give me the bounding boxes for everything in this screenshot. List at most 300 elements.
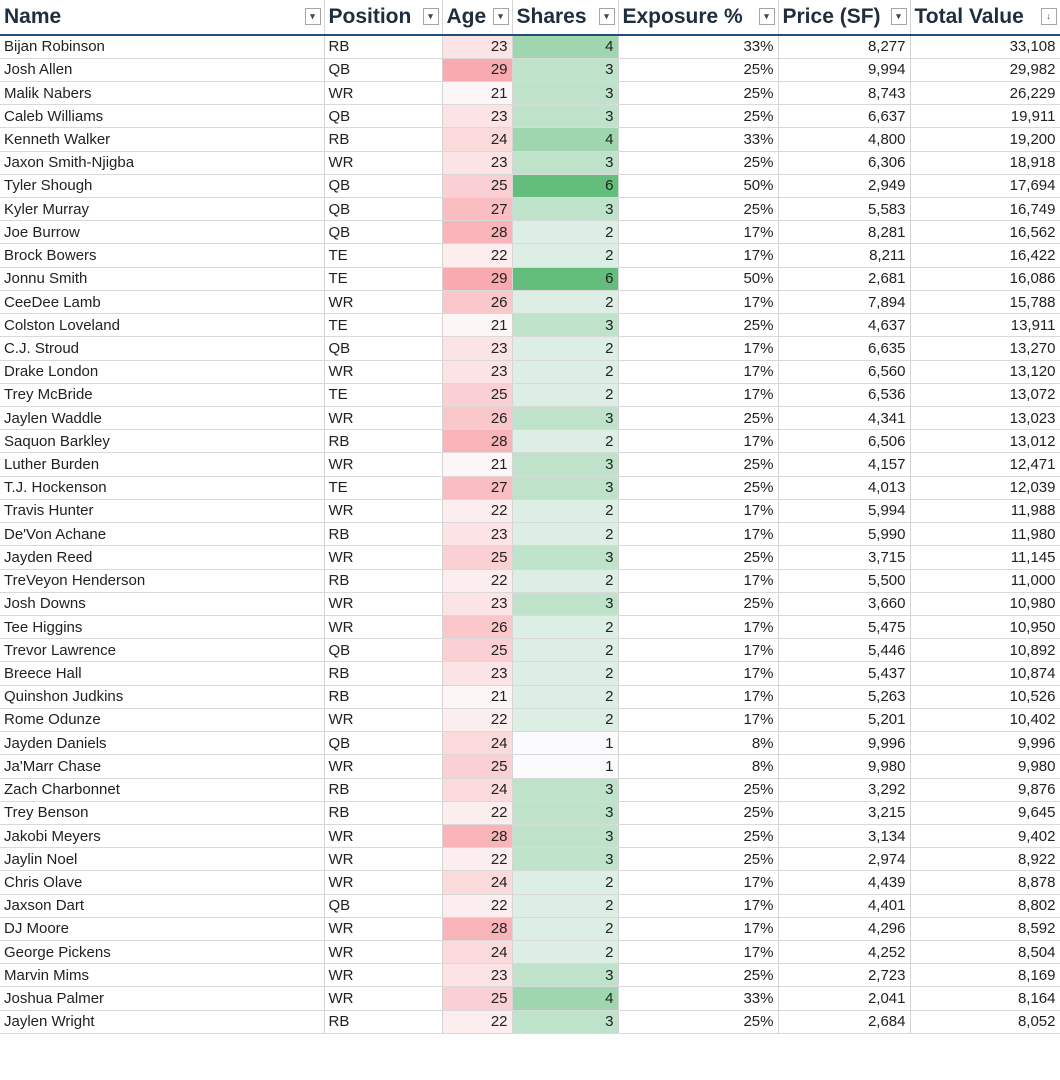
cell-exposure[interactable]: 17% [618, 290, 778, 313]
cell-price[interactable]: 5,500 [778, 569, 910, 592]
cell-age[interactable]: 25 [442, 755, 512, 778]
cell-shares[interactable]: 3 [512, 801, 618, 824]
cell-position[interactable]: QB [324, 639, 442, 662]
cell-price[interactable]: 9,996 [778, 732, 910, 755]
cell-position[interactable]: WR [324, 964, 442, 987]
filter-dropdown-icon[interactable]: ▾ [759, 8, 775, 25]
cell-total-value[interactable]: 19,200 [910, 128, 1060, 151]
cell-exposure[interactable]: 25% [618, 1010, 778, 1033]
cell-shares[interactable]: 6 [512, 267, 618, 290]
cell-shares[interactable]: 3 [512, 314, 618, 337]
cell-exposure[interactable]: 25% [618, 778, 778, 801]
cell-position[interactable]: RB [324, 1010, 442, 1033]
cell-age[interactable]: 22 [442, 894, 512, 917]
table-row[interactable] [0, 314, 1060, 337]
cell-position[interactable]: WR [324, 592, 442, 615]
cell-name[interactable]: Jaylen Wright [0, 1010, 324, 1033]
cell-price[interactable]: 9,980 [778, 755, 910, 778]
cell-exposure[interactable]: 25% [618, 546, 778, 569]
cell-exposure[interactable]: 17% [618, 917, 778, 940]
cell-price[interactable]: 2,723 [778, 964, 910, 987]
table-row[interactable] [0, 81, 1060, 104]
cell-exposure[interactable]: 17% [618, 337, 778, 360]
table-row[interactable] [0, 894, 1060, 917]
cell-price[interactable]: 5,437 [778, 662, 910, 685]
cell-age[interactable]: 27 [442, 476, 512, 499]
cell-exposure[interactable]: 17% [618, 430, 778, 453]
cell-age[interactable]: 25 [442, 639, 512, 662]
table-row[interactable] [0, 198, 1060, 221]
cell-exposure[interactable]: 25% [618, 58, 778, 81]
cell-position[interactable]: TE [324, 267, 442, 290]
cell-shares[interactable]: 2 [512, 523, 618, 546]
cell-position[interactable]: WR [324, 941, 442, 964]
cell-position[interactable]: RB [324, 569, 442, 592]
cell-position[interactable]: RB [324, 662, 442, 685]
cell-exposure[interactable]: 17% [618, 360, 778, 383]
cell-shares[interactable]: 2 [512, 221, 618, 244]
cell-name[interactable]: Marvin Mims [0, 964, 324, 987]
sort-descending-filter-icon[interactable]: ↓ [1041, 8, 1057, 25]
cell-total-value[interactable]: 8,164 [910, 987, 1060, 1010]
cell-price[interactable]: 4,157 [778, 453, 910, 476]
cell-total-value[interactable]: 10,950 [910, 615, 1060, 638]
cell-position[interactable]: WR [324, 917, 442, 940]
cell-total-value[interactable]: 15,788 [910, 290, 1060, 313]
cell-price[interactable]: 2,041 [778, 987, 910, 1010]
cell-total-value[interactable]: 10,402 [910, 708, 1060, 731]
cell-age[interactable]: 23 [442, 662, 512, 685]
cell-position[interactable]: RB [324, 430, 442, 453]
cell-position[interactable]: WR [324, 755, 442, 778]
cell-shares[interactable]: 3 [512, 453, 618, 476]
cell-position[interactable]: WR [324, 151, 442, 174]
cell-shares[interactable]: 1 [512, 732, 618, 755]
cell-exposure[interactable]: 17% [618, 383, 778, 406]
cell-shares[interactable]: 2 [512, 383, 618, 406]
cell-shares[interactable]: 2 [512, 244, 618, 267]
cell-position[interactable]: WR [324, 546, 442, 569]
cell-shares[interactable]: 2 [512, 290, 618, 313]
cell-shares[interactable]: 2 [512, 639, 618, 662]
cell-shares[interactable]: 2 [512, 569, 618, 592]
cell-position[interactable]: WR [324, 453, 442, 476]
cell-total-value[interactable]: 10,874 [910, 662, 1060, 685]
cell-price[interactable]: 6,306 [778, 151, 910, 174]
cell-shares[interactable]: 3 [512, 58, 618, 81]
cell-position[interactable]: WR [324, 615, 442, 638]
cell-age[interactable]: 25 [442, 383, 512, 406]
cell-exposure[interactable]: 8% [618, 732, 778, 755]
cell-exposure[interactable]: 33% [618, 987, 778, 1010]
cell-position[interactable]: TE [324, 314, 442, 337]
cell-total-value[interactable]: 9,980 [910, 755, 1060, 778]
cell-price[interactable]: 2,681 [778, 267, 910, 290]
cell-name[interactable]: Jaxon Smith-Njigba [0, 151, 324, 174]
cell-price[interactable]: 6,637 [778, 105, 910, 128]
cell-position[interactable]: WR [324, 871, 442, 894]
cell-price[interactable]: 8,743 [778, 81, 910, 104]
cell-name[interactable]: Kenneth Walker [0, 128, 324, 151]
header-position[interactable] [324, 0, 442, 35]
table-row[interactable] [0, 871, 1060, 894]
cell-total-value[interactable]: 10,892 [910, 639, 1060, 662]
cell-age[interactable]: 23 [442, 592, 512, 615]
cell-total-value[interactable]: 33,108 [910, 35, 1060, 58]
cell-position[interactable]: WR [324, 708, 442, 731]
cell-age[interactable]: 22 [442, 801, 512, 824]
cell-price[interactable]: 8,281 [778, 221, 910, 244]
table-row[interactable] [0, 407, 1060, 430]
cell-price[interactable]: 6,560 [778, 360, 910, 383]
cell-exposure[interactable]: 17% [618, 941, 778, 964]
table-row[interactable] [0, 174, 1060, 197]
cell-price[interactable]: 4,637 [778, 314, 910, 337]
cell-name[interactable]: Rome Odunze [0, 708, 324, 731]
cell-age[interactable]: 29 [442, 267, 512, 290]
cell-shares[interactable]: 3 [512, 546, 618, 569]
cell-position[interactable]: RB [324, 523, 442, 546]
cell-price[interactable]: 8,211 [778, 244, 910, 267]
cell-name[interactable]: C.J. Stroud [0, 337, 324, 360]
cell-name[interactable]: Trey Benson [0, 801, 324, 824]
cell-total-value[interactable]: 16,422 [910, 244, 1060, 267]
table-row[interactable] [0, 499, 1060, 522]
cell-exposure[interactable]: 17% [618, 871, 778, 894]
cell-name[interactable]: Trey McBride [0, 383, 324, 406]
cell-name[interactable]: Jakobi Meyers [0, 824, 324, 847]
cell-price[interactable]: 7,894 [778, 290, 910, 313]
cell-shares[interactable]: 4 [512, 128, 618, 151]
cell-exposure[interactable]: 25% [618, 848, 778, 871]
cell-price[interactable]: 4,252 [778, 941, 910, 964]
cell-total-value[interactable]: 9,876 [910, 778, 1060, 801]
table-row[interactable] [0, 941, 1060, 964]
cell-shares[interactable]: 2 [512, 941, 618, 964]
cell-price[interactable]: 4,401 [778, 894, 910, 917]
cell-exposure[interactable]: 17% [618, 685, 778, 708]
cell-shares[interactable]: 3 [512, 198, 618, 221]
header-total-value[interactable] [910, 0, 1060, 35]
cell-name[interactable]: Jaylen Waddle [0, 407, 324, 430]
cell-age[interactable]: 21 [442, 314, 512, 337]
cell-total-value[interactable]: 16,562 [910, 221, 1060, 244]
cell-name[interactable]: Bijan Robinson [0, 35, 324, 58]
cell-age[interactable]: 21 [442, 453, 512, 476]
cell-name[interactable]: Chris Olave [0, 871, 324, 894]
table-row[interactable] [0, 267, 1060, 290]
cell-price[interactable]: 5,475 [778, 615, 910, 638]
cell-price[interactable]: 3,660 [778, 592, 910, 615]
cell-age[interactable]: 22 [442, 499, 512, 522]
cell-total-value[interactable]: 13,072 [910, 383, 1060, 406]
cell-age[interactable]: 23 [442, 523, 512, 546]
cell-exposure[interactable]: 25% [618, 105, 778, 128]
cell-total-value[interactable]: 9,645 [910, 801, 1060, 824]
cell-position[interactable]: QB [324, 198, 442, 221]
filter-dropdown-icon[interactable]: ▾ [891, 8, 907, 25]
cell-total-value[interactable]: 9,996 [910, 732, 1060, 755]
cell-exposure[interactable]: 17% [618, 499, 778, 522]
cell-price[interactable]: 9,994 [778, 58, 910, 81]
cell-total-value[interactable]: 13,012 [910, 430, 1060, 453]
table-row[interactable] [0, 848, 1060, 871]
cell-name[interactable]: DJ Moore [0, 917, 324, 940]
header-price[interactable] [778, 0, 910, 35]
table-row[interactable] [0, 569, 1060, 592]
cell-shares[interactable]: 2 [512, 685, 618, 708]
table-row[interactable] [0, 360, 1060, 383]
cell-shares[interactable]: 2 [512, 430, 618, 453]
cell-position[interactable]: WR [324, 499, 442, 522]
cell-price[interactable]: 6,536 [778, 383, 910, 406]
cell-position[interactable]: QB [324, 174, 442, 197]
cell-name[interactable]: George Pickens [0, 941, 324, 964]
cell-age[interactable]: 22 [442, 848, 512, 871]
cell-age[interactable]: 25 [442, 546, 512, 569]
cell-shares[interactable]: 2 [512, 662, 618, 685]
cell-age[interactable]: 24 [442, 732, 512, 755]
cell-name[interactable]: Drake London [0, 360, 324, 383]
filter-dropdown-icon[interactable]: ▾ [423, 8, 439, 25]
cell-name[interactable]: Luther Burden [0, 453, 324, 476]
cell-age[interactable]: 22 [442, 708, 512, 731]
cell-total-value[interactable]: 12,471 [910, 453, 1060, 476]
cell-price[interactable]: 5,994 [778, 499, 910, 522]
table-row[interactable] [0, 58, 1060, 81]
cell-total-value[interactable]: 12,039 [910, 476, 1060, 499]
cell-position[interactable]: TE [324, 476, 442, 499]
filter-dropdown-icon[interactable]: ▾ [305, 8, 321, 25]
cell-exposure[interactable]: 17% [618, 244, 778, 267]
cell-exposure[interactable]: 17% [618, 569, 778, 592]
cell-shares[interactable]: 3 [512, 848, 618, 871]
cell-position[interactable]: WR [324, 407, 442, 430]
cell-price[interactable]: 2,684 [778, 1010, 910, 1033]
cell-price[interactable]: 4,439 [778, 871, 910, 894]
cell-name[interactable]: Kyler Murray [0, 198, 324, 221]
cell-total-value[interactable]: 11,980 [910, 523, 1060, 546]
cell-name[interactable]: CeeDee Lamb [0, 290, 324, 313]
cell-shares[interactable]: 2 [512, 871, 618, 894]
cell-age[interactable]: 25 [442, 174, 512, 197]
table-row[interactable] [0, 778, 1060, 801]
cell-price[interactable]: 2,974 [778, 848, 910, 871]
cell-age[interactable]: 23 [442, 105, 512, 128]
cell-position[interactable]: RB [324, 801, 442, 824]
cell-name[interactable]: Jaxson Dart [0, 894, 324, 917]
cell-total-value[interactable]: 13,270 [910, 337, 1060, 360]
table-row[interactable] [0, 105, 1060, 128]
cell-name[interactable]: Malik Nabers [0, 81, 324, 104]
cell-position[interactable]: WR [324, 848, 442, 871]
cell-total-value[interactable]: 8,878 [910, 871, 1060, 894]
cell-shares[interactable]: 3 [512, 81, 618, 104]
cell-price[interactable]: 5,990 [778, 523, 910, 546]
cell-shares[interactable]: 3 [512, 151, 618, 174]
cell-exposure[interactable]: 25% [618, 198, 778, 221]
cell-age[interactable]: 24 [442, 128, 512, 151]
cell-price[interactable]: 2,949 [778, 174, 910, 197]
cell-age[interactable]: 23 [442, 360, 512, 383]
cell-exposure[interactable]: 17% [618, 639, 778, 662]
table-row[interactable] [0, 430, 1060, 453]
table-row[interactable] [0, 685, 1060, 708]
filter-dropdown-icon[interactable]: ▾ [493, 8, 509, 25]
header-name[interactable] [0, 0, 324, 35]
cell-position[interactable]: TE [324, 383, 442, 406]
cell-age[interactable]: 29 [442, 58, 512, 81]
cell-exposure[interactable]: 25% [618, 476, 778, 499]
cell-exposure[interactable]: 17% [618, 894, 778, 917]
cell-shares[interactable]: 2 [512, 615, 618, 638]
cell-shares[interactable]: 3 [512, 407, 618, 430]
table-row[interactable] [0, 662, 1060, 685]
table-row[interactable] [0, 964, 1060, 987]
cell-exposure[interactable]: 25% [618, 592, 778, 615]
table-row[interactable] [0, 755, 1060, 778]
cell-price[interactable]: 3,715 [778, 546, 910, 569]
cell-price[interactable]: 3,215 [778, 801, 910, 824]
cell-price[interactable]: 4,296 [778, 917, 910, 940]
cell-shares[interactable]: 3 [512, 778, 618, 801]
table-row[interactable] [0, 592, 1060, 615]
cell-exposure[interactable]: 25% [618, 824, 778, 847]
cell-name[interactable]: Joe Burrow [0, 221, 324, 244]
cell-price[interactable]: 5,583 [778, 198, 910, 221]
cell-price[interactable]: 4,013 [778, 476, 910, 499]
cell-shares[interactable]: 3 [512, 476, 618, 499]
cell-price[interactable]: 3,134 [778, 824, 910, 847]
cell-age[interactable]: 23 [442, 151, 512, 174]
table-row[interactable] [0, 151, 1060, 174]
cell-age[interactable]: 25 [442, 987, 512, 1010]
cell-total-value[interactable]: 16,086 [910, 267, 1060, 290]
header-age[interactable] [442, 0, 512, 35]
cell-age[interactable]: 22 [442, 569, 512, 592]
cell-exposure[interactable]: 17% [618, 708, 778, 731]
table-row[interactable] [0, 523, 1060, 546]
cell-name[interactable]: T.J. Hockenson [0, 476, 324, 499]
cell-price[interactable]: 6,506 [778, 430, 910, 453]
cell-exposure[interactable]: 17% [618, 523, 778, 546]
cell-age[interactable]: 28 [442, 824, 512, 847]
cell-total-value[interactable]: 13,120 [910, 360, 1060, 383]
cell-shares[interactable]: 2 [512, 917, 618, 940]
cell-position[interactable]: RB [324, 35, 442, 58]
cell-name[interactable]: Tyler Shough [0, 174, 324, 197]
cell-price[interactable]: 5,263 [778, 685, 910, 708]
cell-total-value[interactable]: 11,145 [910, 546, 1060, 569]
cell-total-value[interactable]: 8,052 [910, 1010, 1060, 1033]
cell-name[interactable]: Jayden Daniels [0, 732, 324, 755]
cell-total-value[interactable]: 19,911 [910, 105, 1060, 128]
cell-price[interactable]: 5,201 [778, 708, 910, 731]
cell-exposure[interactable]: 25% [618, 151, 778, 174]
cell-position[interactable]: RB [324, 685, 442, 708]
cell-position[interactable]: WR [324, 290, 442, 313]
table-row[interactable] [0, 987, 1060, 1010]
cell-exposure[interactable]: 17% [618, 221, 778, 244]
table-row[interactable] [0, 824, 1060, 847]
cell-exposure[interactable]: 25% [618, 407, 778, 430]
cell-name[interactable]: Zach Charbonnet [0, 778, 324, 801]
cell-total-value[interactable]: 13,911 [910, 314, 1060, 337]
cell-position[interactable]: QB [324, 894, 442, 917]
cell-shares[interactable]: 6 [512, 174, 618, 197]
cell-name[interactable]: Ja'Marr Chase [0, 755, 324, 778]
cell-total-value[interactable]: 8,802 [910, 894, 1060, 917]
cell-total-value[interactable]: 16,749 [910, 198, 1060, 221]
cell-exposure[interactable]: 25% [618, 801, 778, 824]
cell-age[interactable]: 21 [442, 685, 512, 708]
cell-name[interactable]: Trevor Lawrence [0, 639, 324, 662]
cell-total-value[interactable]: 11,988 [910, 499, 1060, 522]
table-row[interactable] [0, 337, 1060, 360]
cell-name[interactable]: Caleb Williams [0, 105, 324, 128]
cell-name[interactable]: Joshua Palmer [0, 987, 324, 1010]
cell-exposure[interactable]: 25% [618, 314, 778, 337]
cell-total-value[interactable]: 9,402 [910, 824, 1060, 847]
cell-total-value[interactable]: 10,980 [910, 592, 1060, 615]
table-row[interactable] [0, 35, 1060, 58]
cell-exposure[interactable]: 50% [618, 174, 778, 197]
cell-total-value[interactable]: 10,526 [910, 685, 1060, 708]
cell-total-value[interactable]: 8,592 [910, 917, 1060, 940]
cell-age[interactable]: 23 [442, 35, 512, 58]
cell-position[interactable]: WR [324, 987, 442, 1010]
cell-age[interactable]: 26 [442, 290, 512, 313]
table-row[interactable] [0, 708, 1060, 731]
table-row[interactable] [0, 801, 1060, 824]
cell-position[interactable]: QB [324, 105, 442, 128]
cell-age[interactable]: 24 [442, 941, 512, 964]
filter-dropdown-icon[interactable]: ▾ [599, 8, 615, 25]
cell-shares[interactable]: 3 [512, 592, 618, 615]
cell-exposure[interactable]: 25% [618, 81, 778, 104]
cell-shares[interactable]: 3 [512, 105, 618, 128]
cell-position[interactable]: QB [324, 221, 442, 244]
table-row[interactable] [0, 476, 1060, 499]
cell-total-value[interactable]: 18,918 [910, 151, 1060, 174]
cell-exposure[interactable]: 17% [618, 662, 778, 685]
cell-position[interactable]: QB [324, 337, 442, 360]
cell-price[interactable]: 5,446 [778, 639, 910, 662]
cell-name[interactable]: Quinshon Judkins [0, 685, 324, 708]
cell-exposure[interactable]: 8% [618, 755, 778, 778]
table-row[interactable] [0, 221, 1060, 244]
cell-exposure[interactable]: 25% [618, 453, 778, 476]
cell-shares[interactable]: 4 [512, 987, 618, 1010]
cell-total-value[interactable]: 13,023 [910, 407, 1060, 430]
cell-age[interactable]: 22 [442, 1010, 512, 1033]
cell-exposure[interactable]: 33% [618, 35, 778, 58]
cell-name[interactable]: Jaylin Noel [0, 848, 324, 871]
cell-age[interactable]: 23 [442, 964, 512, 987]
cell-position[interactable]: RB [324, 128, 442, 151]
cell-position[interactable]: WR [324, 360, 442, 383]
cell-name[interactable]: Travis Hunter [0, 499, 324, 522]
cell-position[interactable]: QB [324, 58, 442, 81]
table-row[interactable] [0, 383, 1060, 406]
cell-price[interactable]: 4,800 [778, 128, 910, 151]
cell-price[interactable]: 8,277 [778, 35, 910, 58]
cell-price[interactable]: 6,635 [778, 337, 910, 360]
table-row[interactable] [0, 732, 1060, 755]
cell-shares[interactable]: 3 [512, 1010, 618, 1033]
cell-shares[interactable]: 2 [512, 337, 618, 360]
cell-age[interactable]: 23 [442, 337, 512, 360]
